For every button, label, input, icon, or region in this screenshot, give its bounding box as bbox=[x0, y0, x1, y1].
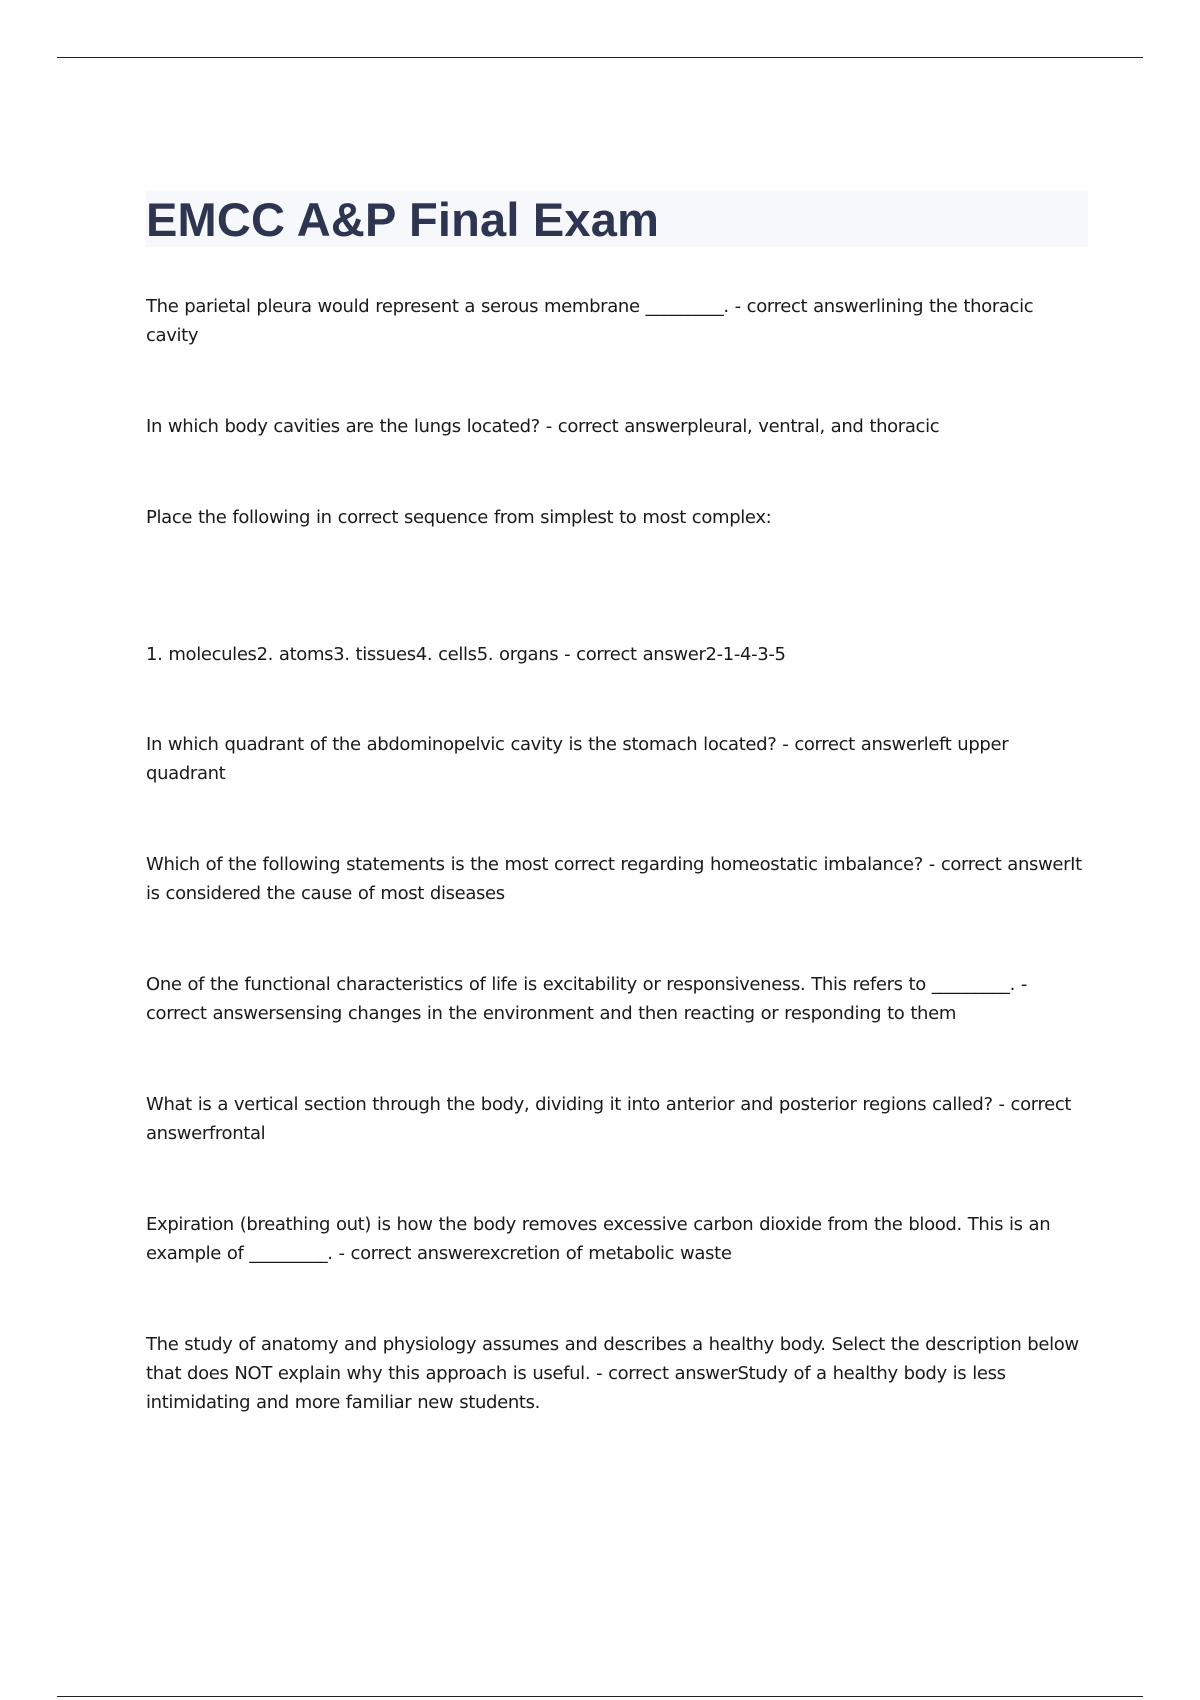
bottom-rule bbox=[57, 1696, 1143, 1697]
qa-item-6: Which of the following statements is the most correct regarding homeostatic imbalance? - correct answerIt is considered the cause of most diseases bbox=[146, 854, 1082, 904]
qa-item-5: In which quadrant of the abdominopelvic cavity is the stomach located? - correct answerleft upper quadrant bbox=[146, 734, 1009, 784]
qa-item-8: What is a vertical section through the body, dividing it into anterior and posterior regions called? - correct answerfrontal bbox=[146, 1094, 1072, 1144]
qa-item-9: Expiration (breathing out) is how the body removes excessive carbon dioxide from the blood. This is an example of _________. - correct answerexcretion of metabolic waste bbox=[146, 1214, 1051, 1264]
qa-item-4: 1. molecules2. atoms3. tissues4. cells5. organs - correct answer2-1-4-3-5 bbox=[146, 644, 786, 665]
top-rule bbox=[57, 57, 1143, 58]
qa-item-2: In which body cavities are the lungs located? - correct answerpleural, ventral, and thoracic bbox=[146, 416, 940, 437]
document-title: EMCC A&P Final Exam bbox=[146, 193, 660, 246]
qa-item-10: The study of anatomy and physiology assumes and describes a healthy body. Select the description below that does NOT explain why this approach is useful. - correct answerStudy of a healthy body is less intimidating and more familiar new students. bbox=[146, 1334, 1079, 1413]
qa-item-7: One of the functional characteristics of life is excitability or responsiveness. This refers to _________. - correct answersensing changes in the environment and then reacting or responding to them bbox=[146, 974, 1028, 1024]
qa-item-1: The parietal pleura would represent a serous membrane _________. - correct answerlining the thoracic cavity bbox=[146, 296, 1034, 346]
qa-item-3: Place the following in correct sequence from simplest to most complex: bbox=[146, 507, 772, 528]
